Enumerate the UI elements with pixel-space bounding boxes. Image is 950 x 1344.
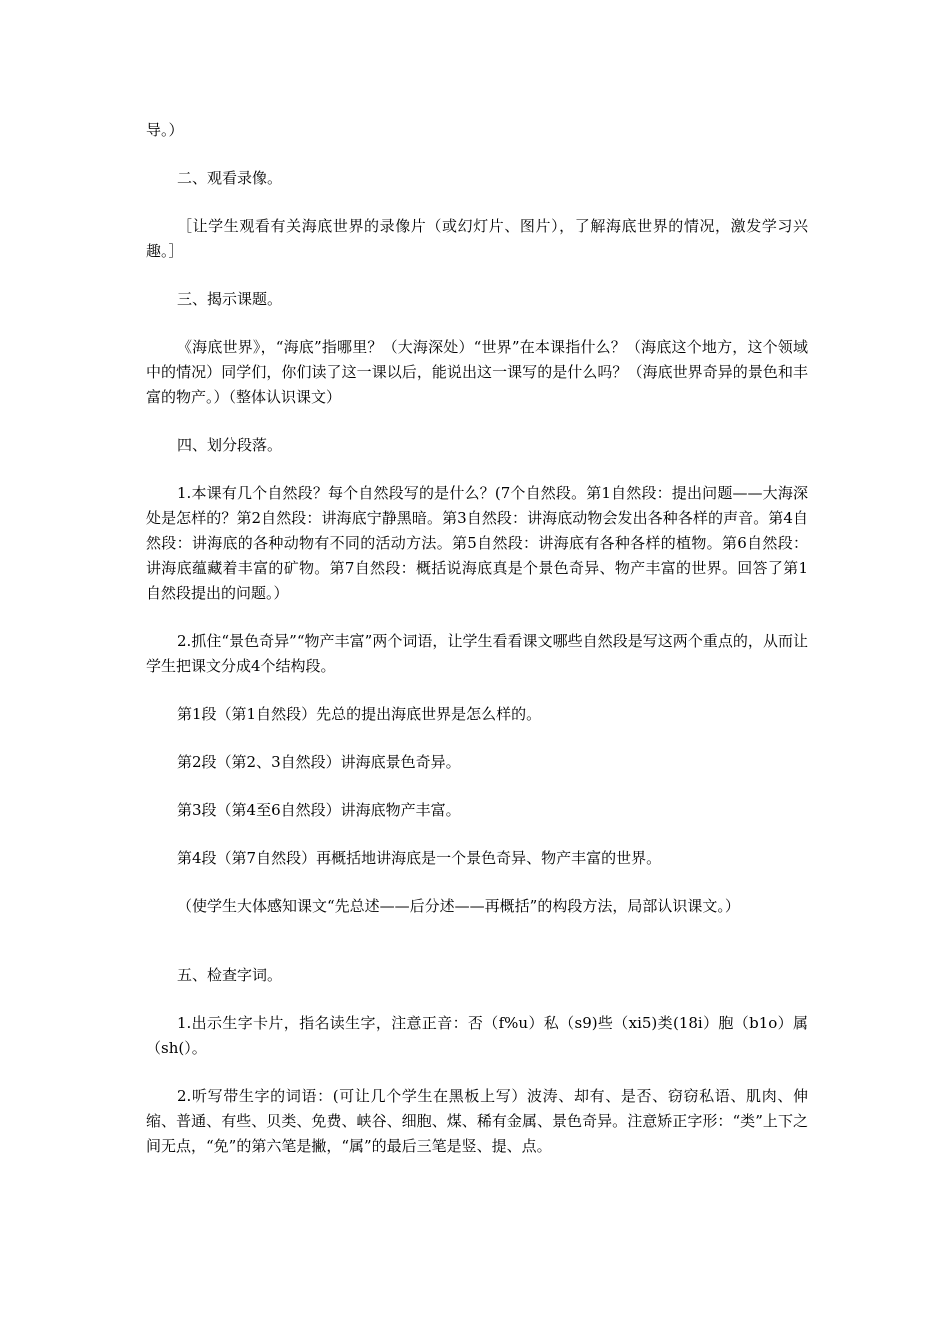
paragraph-part-2: 第2段（第2、3自然段）讲海底景色奇异。 xyxy=(177,753,461,771)
paragraph-part-1: 第1段（第1自然段）先总的提出海底世界是怎么样的。 xyxy=(177,705,542,723)
paragraph-topic: 《海底世界》，“海底”指哪里？（大海深处）“世界”在本课指什么？（海底这个地方，这个领域中的情况）同学们，你们读了这一课以后，能说出这一课写的是什么吗？（海底世界奇异的景色和丰富的物产。）（整体认识课文） xyxy=(146,338,808,406)
paragraph-new-characters: 1.出示生字卡片，指名读生字，注意正音：否（f%u）私（s9)些（xi5)类(18i）胞（b1o）属（sh(）。 xyxy=(146,1014,808,1057)
paragraph-natural-sections: 1.本课有几个自然段？每个自然段写的是什么？(7个自然段。第1自然段：提出问题——大海深处是怎样的？第2自然段：讲海底宁静黑暗。第3自然段：讲海底动物会发出各种各样的声音。第4自然段：讲海底的各种动物有不同的活动方法。第5自然段：讲海底有各种各样的植物。第6自然段：讲海底蕴藏着丰富的矿物。第7自然段：概括说海底真是个景色奇异、物产丰富的世界。回答了第1自然段提出的问题。） xyxy=(146,484,808,602)
document-page xyxy=(146,118,808,1182)
paragraph-continuation: 导。） xyxy=(146,121,184,139)
paragraph-dictation: 2.听写带生字的词语：(可让几个学生在黑板上写）波涛、却有、是否、窃窃私语、肌肉、伸缩、普通、有些、贝类、免费、峡谷、细胞、煤、稀有金属、景色奇异。注意矫正字形：“类”上下之间无点，“免”的第六笔是撇，“属”的最后三笔是竖、提、点。 xyxy=(146,1087,808,1155)
section-heading-2: 二、观看录像。 xyxy=(177,169,283,187)
section-heading-5: 五、检查字词。 xyxy=(177,966,283,984)
paragraph-part-3: 第3段（第4至6自然段）讲海底物产丰富。 xyxy=(177,801,461,819)
section-heading-4: 四、划分段落。 xyxy=(177,436,283,454)
paragraph-part-4: 第4段（第7自然段）再概括地讲海底是一个景色奇异、物产丰富的世界。 xyxy=(177,849,662,867)
paragraph-video-note: ［让学生观看有关海底世界的录像片（或幻灯片、图片），了解海底世界的情况，激发学习兴趣。］ xyxy=(146,217,808,260)
paragraph-structure: 2.抓住“景色奇异”“物产丰富”两个词语，让学生看看课文哪些自然段是写这两个重点的，从而让学生把课文分成4个结构段。 xyxy=(146,632,808,675)
paragraph-method-note: （使学生大体感知课文“先总述——后分述——再概括”的构段方法，局部认识课文。） xyxy=(177,897,740,915)
section-heading-3: 三、揭示课题。 xyxy=(177,290,283,308)
